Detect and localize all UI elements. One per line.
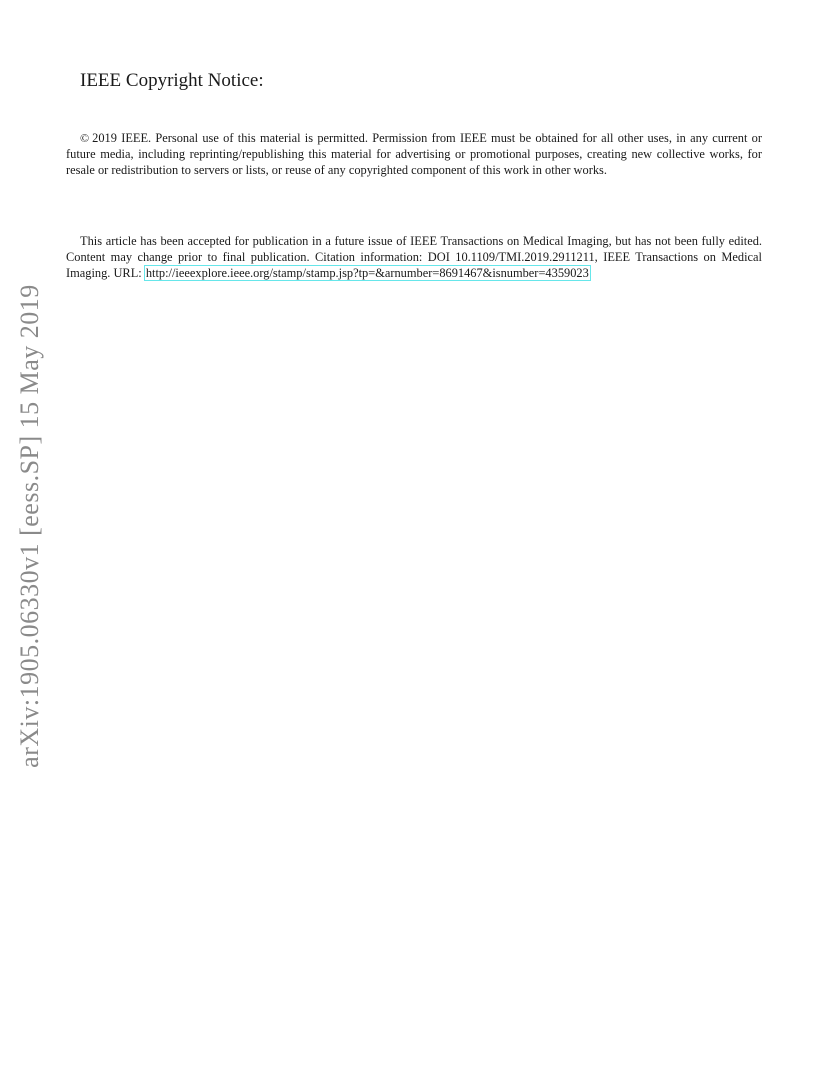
copyright-icon: © (80, 131, 90, 145)
arxiv-identifier-text: arXiv:1905.06330v1 [eess.SP] 15 May 2019 (15, 284, 45, 768)
copyright-paragraph (66, 130, 762, 179)
copyright-notice-title: IEEE Copyright Notice: (80, 70, 264, 91)
copyright-text: 2019 IEEE. Personal use of this material is permitted. Permission from IEEE must be obtained for all other uses, in any current or future media, including reprinting/republishing this material for advertising or promotional purposes, creating new collective works, for resale or redistribution to servers or lists, or reuse of any copyrighted component of this work in other works. (66, 131, 762, 178)
arxiv-identifier-stamp (10, 276, 50, 776)
acceptance-paragraph (66, 233, 762, 282)
acceptance-text: This article has been accepted for publication in a future issue of IEEE Transactions on Medical Imaging, but has not been fully edited. Content may change prior to final publication. Citation information: DOI 10.1109/TMI.2019.2911211, IEEE Transactions on Medical Imaging. URL: (66, 234, 762, 281)
ieee-xplore-url-link[interactable]: http://ieeexplore.ieee.org/stamp/stamp.jsp?tp=&arnumber=8691467&isnumber=4359023 (145, 266, 589, 281)
